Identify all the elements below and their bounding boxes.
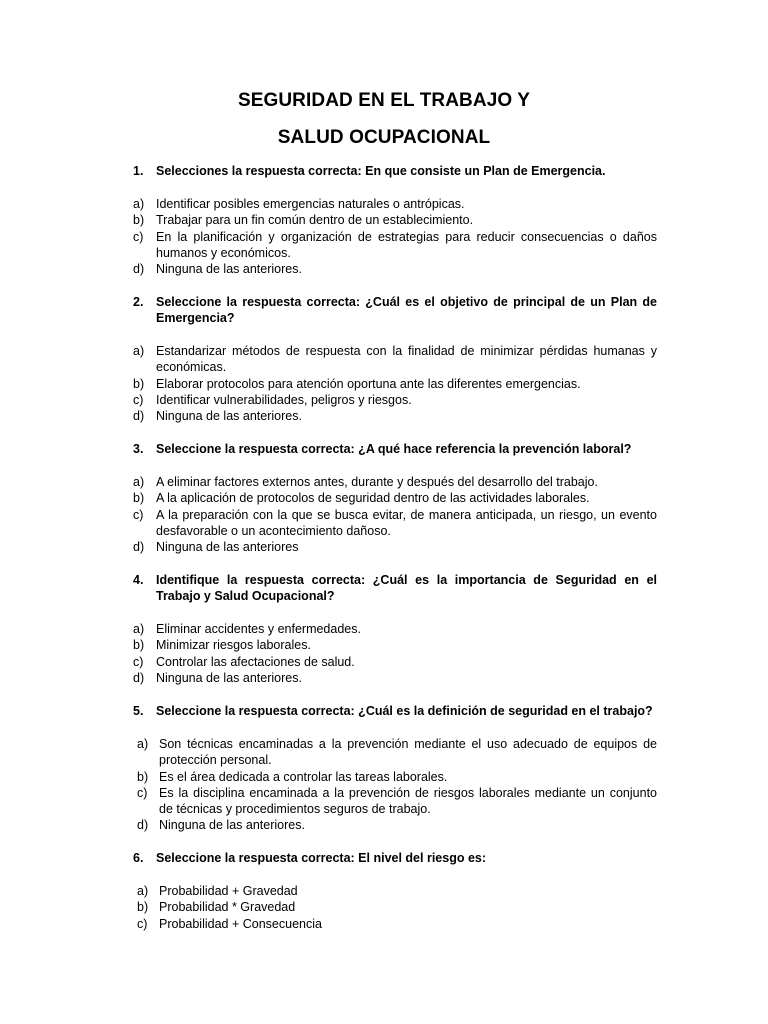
option-text: Estandarizar métodos de respuesta con la finalidad de minimizar pérdidas humanas y económicas. bbox=[156, 344, 657, 375]
option-text: A la aplicación de protocolos de seguridad dentro de las actividades laborales. bbox=[156, 491, 590, 506]
option-list-5 bbox=[137, 736, 657, 834]
option-text: Son técnicas encaminadas a la prevención mediante el uso adecuado de equipos de protección personal. bbox=[159, 737, 657, 768]
option-letter: c) bbox=[137, 785, 148, 800]
question-text: Seleccione la respuesta correcta: ¿A qué hace referencia la prevención laboral? bbox=[156, 442, 632, 456]
question-text: Identifique la respuesta correcta: ¿Cuál es la importancia de Seguridad en el Trabajo y Salud Ocupacional? bbox=[156, 573, 657, 603]
option-letter: b) bbox=[133, 376, 145, 391]
option-text: Ninguna de las anteriores. bbox=[159, 818, 305, 833]
option-item bbox=[137, 769, 657, 785]
option-item bbox=[133, 654, 657, 670]
option-text: Trabajar para un fin común dentro de un establecimiento. bbox=[156, 213, 474, 228]
option-text: Probabilidad * Gravedad bbox=[159, 900, 296, 915]
question-text: Seleccione la respuesta correcta: ¿Cuál es la definición de seguridad en el trabajo? bbox=[156, 704, 653, 718]
option-letter: b) bbox=[137, 900, 149, 915]
option-text: Elaborar protocolos para atención oportuna ante las diferentes emergencias. bbox=[156, 376, 581, 391]
option-letter: a) bbox=[133, 344, 145, 358]
option-text: En la planificación y organización de estrategias para reducir consecuencias o daños humanos y económicos. bbox=[156, 229, 657, 260]
option-letter: a) bbox=[133, 622, 145, 636]
option-letter: c) bbox=[133, 392, 144, 407]
option-letter: d) bbox=[133, 670, 145, 685]
option-letter: d) bbox=[137, 818, 149, 833]
option-text: Minimizar riesgos laborales. bbox=[156, 638, 311, 653]
option-letter: b) bbox=[133, 638, 145, 653]
option-list-3 bbox=[133, 474, 657, 555]
option-letter: b) bbox=[133, 213, 145, 228]
document-title-line-2: SALUD OCUPACIONAL bbox=[277, 127, 491, 148]
option-item bbox=[133, 539, 657, 555]
option-item bbox=[133, 670, 657, 686]
question-3 bbox=[133, 441, 657, 457]
option-item bbox=[133, 621, 657, 637]
option-letter: c) bbox=[133, 507, 144, 522]
option-letter: a) bbox=[133, 197, 145, 211]
question-number: 3. bbox=[133, 442, 144, 456]
question-text: Selecciones la respuesta correcta: En que consiste un Plan de Emergencia. bbox=[156, 164, 606, 178]
option-letter: d) bbox=[133, 409, 145, 424]
option-item bbox=[133, 196, 657, 212]
question-6 bbox=[133, 850, 657, 866]
option-item bbox=[137, 883, 657, 899]
option-letter: c) bbox=[133, 654, 144, 669]
option-letter: a) bbox=[137, 884, 149, 898]
option-text: Controlar las afectaciones de salud. bbox=[156, 654, 355, 669]
option-item bbox=[133, 490, 657, 506]
question-number: 1. bbox=[133, 164, 144, 178]
question-number: 5. bbox=[133, 704, 144, 718]
question-5 bbox=[133, 703, 657, 719]
option-text: Ninguna de las anteriores. bbox=[156, 262, 302, 277]
option-letter: a) bbox=[137, 737, 149, 751]
option-letter: b) bbox=[137, 769, 149, 784]
option-item bbox=[137, 916, 657, 932]
question-number: 2. bbox=[133, 295, 144, 309]
option-item bbox=[133, 507, 657, 540]
option-item bbox=[137, 817, 657, 833]
question-text: Seleccione la respuesta correcta: ¿Cuál es el objetivo de principal de un Plan de Emergencia? bbox=[156, 295, 657, 325]
option-text: Probabilidad + Consecuencia bbox=[159, 916, 322, 931]
option-text: Es el área dedicada a controlar las tareas laborales. bbox=[159, 769, 448, 784]
question-2 bbox=[133, 294, 657, 326]
option-text: Es la disciplina encaminada a la prevención de riesgos laborales mediante un conjunto de técnicas y procedimientos seguros de trabajo. bbox=[159, 785, 657, 817]
option-text: Ninguna de las anteriores bbox=[156, 540, 299, 555]
option-text: Identificar vulnerabilidades, peligros y riesgos. bbox=[156, 392, 412, 407]
option-item bbox=[133, 229, 657, 262]
option-text: Eliminar accidentes y enfermedades. bbox=[156, 622, 361, 636]
option-item bbox=[133, 376, 657, 392]
document-title-line-1: SEGURIDAD EN EL TRABAJO Y bbox=[237, 90, 531, 111]
option-text: A eliminar factores externos antes, durante y después del desarrollo del trabajo. bbox=[156, 475, 598, 489]
option-text: Ninguna de las anteriores. bbox=[156, 670, 302, 685]
option-item bbox=[133, 392, 657, 408]
question-text: Seleccione la respuesta correcta: El nivel del riesgo es: bbox=[156, 851, 487, 865]
option-item bbox=[137, 899, 657, 915]
option-letter: c) bbox=[133, 229, 144, 244]
option-letter: b) bbox=[133, 491, 145, 506]
option-list-6 bbox=[137, 883, 657, 932]
option-text: Ninguna de las anteriores. bbox=[156, 409, 302, 424]
option-item bbox=[137, 785, 657, 818]
option-item bbox=[133, 212, 657, 228]
option-text: Probabilidad + Gravedad bbox=[159, 884, 298, 898]
question-4 bbox=[133, 572, 657, 604]
option-item bbox=[133, 261, 657, 277]
option-list-4 bbox=[133, 621, 657, 686]
option-letter: d) bbox=[133, 540, 145, 555]
question-number: 6. bbox=[133, 851, 144, 865]
option-text: Identificar posibles emergencias naturales o antrópicas. bbox=[156, 197, 465, 211]
option-item bbox=[137, 736, 657, 769]
option-letter: a) bbox=[133, 475, 145, 489]
option-item bbox=[133, 637, 657, 653]
option-letter: c) bbox=[137, 916, 148, 931]
option-letter: d) bbox=[133, 262, 145, 277]
option-item bbox=[133, 408, 657, 424]
option-text: A la preparación con la que se busca evitar, de manera anticipada, un riesgo, un evento desfavorable o un acontecimiento dañoso. bbox=[156, 507, 657, 538]
option-item bbox=[133, 343, 657, 376]
option-list-1 bbox=[133, 196, 657, 277]
question-1 bbox=[133, 163, 657, 179]
question-number: 4. bbox=[133, 573, 144, 587]
option-item bbox=[133, 474, 657, 490]
option-list-2 bbox=[133, 343, 657, 424]
